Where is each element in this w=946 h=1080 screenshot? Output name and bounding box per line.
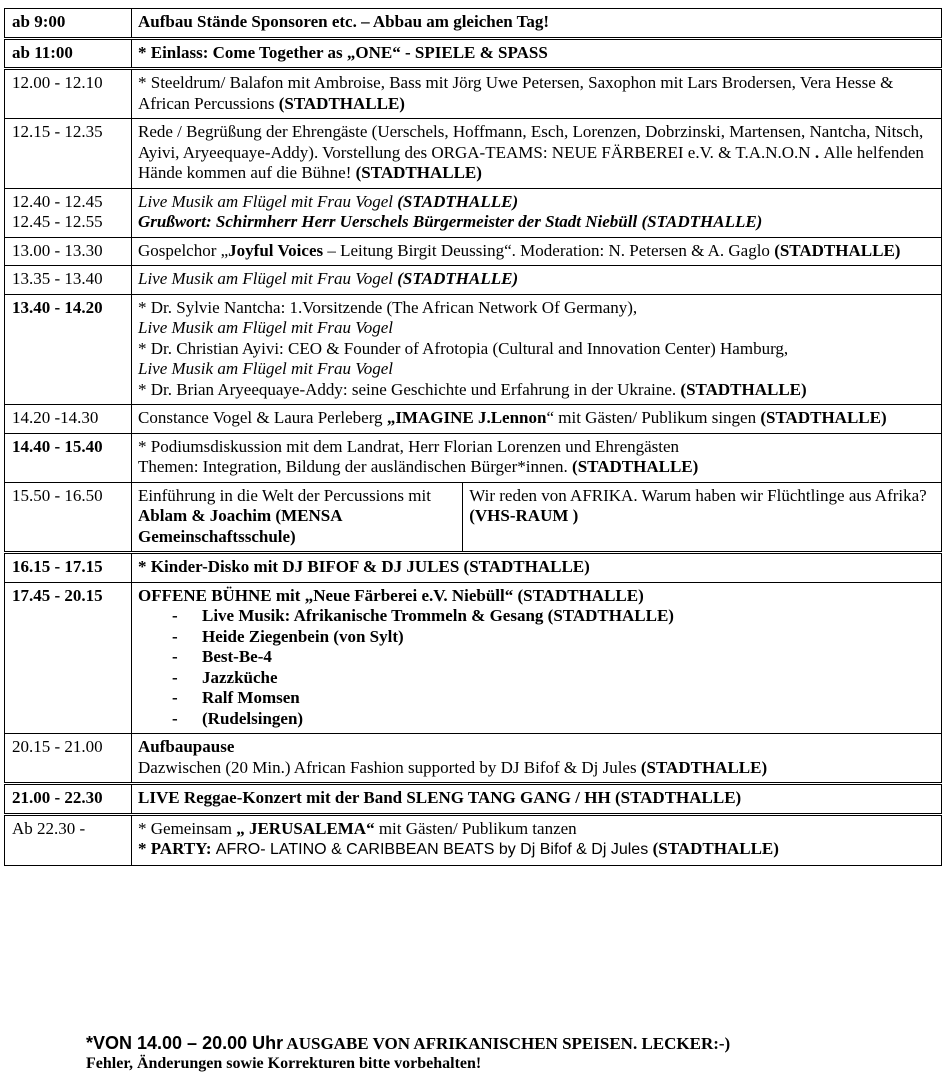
row-text: * Kinder-Disko mit DJ BIFOF & DJ JULES (STADTHALLE) (132, 553, 942, 583)
table-row (5, 582, 942, 734)
row-content (132, 582, 942, 734)
performer-list (138, 606, 935, 729)
row-pre: Gospelchor „ (138, 240, 229, 260)
venue-label: (STADTHALLE) (572, 457, 699, 476)
row-line-1: Aufbaupause (138, 737, 235, 756)
row-text: * Einlass: Come Together as „ONE“ - SPIELE & SPASS (132, 38, 942, 69)
footer-food-note (86, 1033, 946, 1054)
split-left (132, 483, 463, 552)
table-row (5, 734, 942, 784)
venue-label: (STADTHALLE) (640, 757, 768, 777)
row-line-3: * Dr. Christian Ayivi: CEO & Founder of Afrotopia (Cultural and Innovation Center) Hamburg, (138, 338, 789, 358)
row-line-1-pre: * Gemeinsam (138, 818, 237, 838)
row-time: 21.00 - 22.30 (5, 784, 132, 815)
row-content (132, 482, 942, 553)
left-bold: Ablam & Joachim (MENSA Gemeinschaftsschule) (138, 506, 342, 546)
row-time: 16.15 - 17.15 (5, 553, 132, 583)
row-post: – Leitung Birgit Deussing“. Moderation: N. Petersen & A. Gaglo (323, 240, 775, 260)
table-row (5, 69, 942, 119)
table-row (5, 266, 942, 295)
row-line-2-sans: AFRO- LATINO & CARIBBEAN BEATS by Dj Bifof & Dj Jules (215, 841, 653, 858)
table-row (5, 9, 942, 39)
row-pre: Constance Vogel & Laura Perleberg (138, 408, 387, 427)
right-bold: (VHS-RAUM ) (469, 506, 579, 525)
row-time: 12.00 - 12.10 (5, 69, 132, 119)
row-time: 14.20 -14.30 (5, 405, 132, 434)
table-row (5, 38, 942, 69)
row-text: * Steeldrum/ Balafon mit Ambroise, Bass mit Jörg Uwe Petersen, Saxophon mit Lars Brodersen, Vera Hesse & African Percussions (138, 73, 894, 113)
row-line-2: Live Musik am Flügel mit Frau Vogel (138, 318, 393, 337)
row-time: Ab 22.30 - (5, 814, 132, 865)
venue-label: (STADTHALLE) (397, 269, 519, 288)
list-item: - (Rudelsingen) (172, 709, 935, 730)
row-bold: „IMAGINE J.Lennon (386, 408, 547, 427)
row-bold-dot: . (810, 142, 824, 162)
row-content (132, 119, 942, 189)
venue-label: (STADTHALLE) (760, 408, 887, 427)
table-row (5, 814, 942, 865)
row-time: 13.00 - 13.30 (5, 237, 132, 266)
row-time: 15.50 - 16.50 (5, 482, 132, 553)
footer-food-text: AUSGABE VON AFRIKANISCHEN SPEISEN. LECKER:-) (283, 1034, 731, 1053)
row-time: 13.40 - 14.20 (5, 294, 132, 405)
table-row (5, 784, 942, 815)
venue-label: (STADTHALLE) (355, 163, 482, 182)
row-bold: Joyful Voices (228, 240, 324, 260)
row-line-5: * Dr. Brian Aryeequaye-Addy: seine Geschichte und Erfahrung in der Ukraine. (138, 379, 681, 399)
row-line-2: Themen: Integration, Bildung der ausländischen Bürger*innen. (138, 457, 573, 476)
list-item: - Best-Be-4 (172, 647, 935, 668)
row-time (5, 188, 132, 237)
venue-label: (STADTHALLE) (397, 191, 519, 211)
row-content (132, 237, 942, 266)
row-text: Aufbau Stände Sponsoren etc. – Abbau am gleichen Tag! (132, 9, 942, 39)
time-2: 12.45 - 12.55 (12, 212, 103, 231)
row-text: Live Musik am Flügel mit Frau Vogel (138, 269, 398, 288)
row-line-2-bold: * PARTY: (138, 839, 216, 858)
time-1: 12.40 - 12.45 (12, 191, 103, 211)
table-row (5, 119, 942, 189)
table-row (5, 433, 942, 482)
list-item: - Heide Ziegenbein (von Sylt) (172, 627, 935, 648)
list-item: - Live Musik: Afrikanische Trommeln & Gesang (STADTHALLE) (172, 606, 935, 627)
row-time: ab 11:00 (5, 38, 132, 69)
venue-label: (STADTHALLE) (652, 839, 779, 858)
schedule-table (4, 8, 942, 866)
row-content (132, 433, 942, 482)
row-time: 13.35 - 13.40 (5, 266, 132, 295)
row-line-1-post: mit Gästen/ Publikum tanzen (374, 818, 577, 838)
row-text-1: Live Musik am Flügel mit Frau Vogel (138, 191, 398, 211)
table-row (5, 405, 942, 434)
row-content (132, 294, 942, 405)
table-row (5, 482, 942, 553)
row-content (132, 405, 942, 434)
row-text: Rede / Begrüßung der Ehrengäste (Uerschels, Hoffmann, Esch, Lorenzen, Dobrzinski, Martensen, Nantcha, Nitsch, Ayivi, Aryeequaye-Addy). Vorstellung des ORGA-TEAMS: NEUE FÄRBEREI e.V. & T.A.N.O.N (138, 122, 924, 162)
row-content (132, 814, 942, 865)
split-right (463, 483, 941, 552)
footer-time: *VON 14.00 – 20.00 Uhr (86, 1033, 284, 1053)
right-pre: Wir reden von AFRIKA. Warum haben wir Flüchtlinge aus Afrika? (469, 485, 927, 505)
list-item: - Jazzküche (172, 668, 935, 689)
venue-label: (STADTHALLE) (680, 379, 807, 399)
row-text: LIVE Reggae-Konzert mit der Band SLENG TANG GANG / HH (STADTHALLE) (132, 784, 942, 815)
row-time: 12.15 - 12.35 (5, 119, 132, 189)
list-item: - Ralf Momsen (172, 688, 935, 709)
row-content (132, 734, 942, 784)
row-line-2: Dazwischen (20 Min.) African Fashion supported by DJ Bifof & Dj Jules (138, 757, 641, 777)
row-time: ab 9:00 (5, 9, 132, 39)
row-line-1: * Dr. Sylvie Nantcha: 1.Vorsitzende (The African Network Of Germany), (138, 297, 638, 317)
left-pre: Einführung in die Welt der Percussions mit (138, 485, 431, 505)
footer-disclaimer: Fehler, Änderungen sowie Korrekturen bitte vorbehalten! (86, 1055, 482, 1072)
row-post: “ mit Gästen/ Publikum singen (546, 408, 761, 427)
row-time: 20.15 - 21.00 (5, 734, 132, 784)
venue-label: (STADTHALLE) (774, 240, 901, 260)
venue-label: (STADTHALLE) (278, 93, 405, 113)
row-time: 17.45 - 20.15 (5, 582, 132, 734)
table-row (5, 237, 942, 266)
table-row (5, 188, 942, 237)
row-line-4: Live Musik am Flügel mit Frau Vogel (138, 359, 393, 378)
row-content (132, 69, 942, 119)
row-content (132, 266, 942, 295)
row-line-1-bold: „ JERUSALEMA“ (236, 818, 375, 838)
row-tail: Alle helfenden Hände kommen auf die Bühne! (138, 142, 924, 182)
table-row (5, 553, 942, 583)
row-text-2: Grußwort: Schirmherr Herr Uerschels Bürgermeister der Stadt Niebüll (STADTHALLE) (138, 212, 763, 231)
row-line-1: * Podiumsdiskussion mit dem Landrat, Herr Florian Lorenzen und Ehrengästen (138, 436, 680, 456)
row-content (132, 188, 942, 237)
row-time: 14.40 - 15.40 (5, 433, 132, 482)
row-text: OFFENE BÜHNE mit „Neue Färberei e.V. Niebüll“ (STADTHALLE) (138, 585, 644, 605)
table-row (5, 294, 942, 405)
